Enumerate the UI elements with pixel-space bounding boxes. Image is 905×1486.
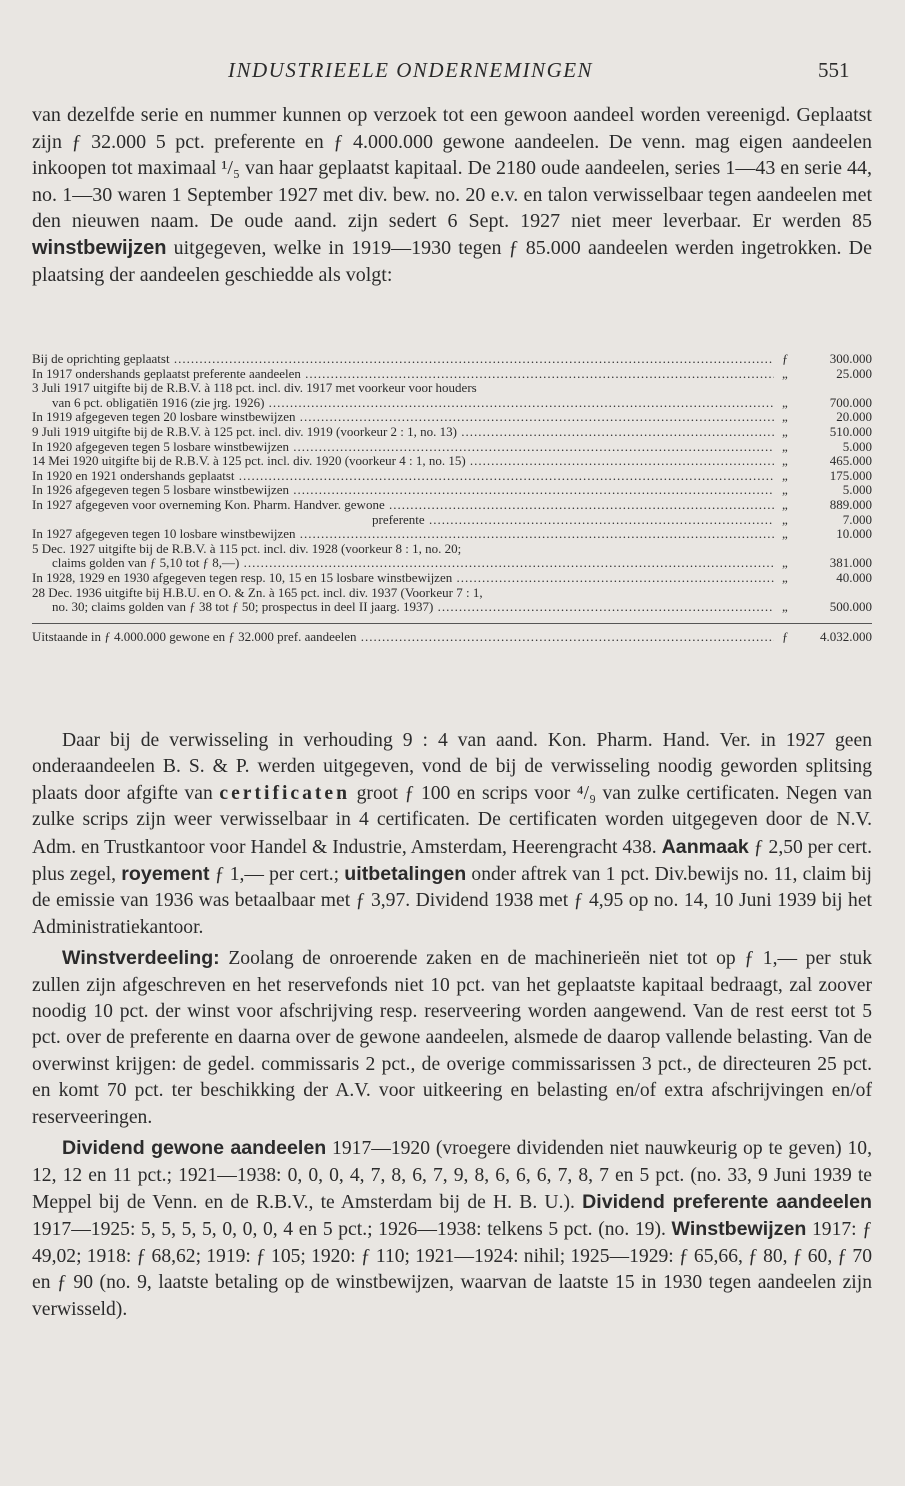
table-row [32, 367, 872, 382]
row-amount: 7.000 [842, 511, 872, 527]
row-currency: „ [782, 511, 788, 527]
row-amount: 20.000 [836, 409, 872, 425]
table-row [32, 410, 872, 425]
total-description: Uitstaande in ƒ 4.000.000 gewone en ƒ 32.000 pref. aandeelen ..... [32, 630, 774, 645]
row-description: 14 Mei 1920 uitgifte bij de R.B.V. à 125 pct. incl. div. 1920 (voorkeur 4 : 1, no. 15) ..... [32, 454, 774, 469]
table-row [32, 600, 872, 615]
bold-term: Dividend preferente aandeelen [582, 1190, 872, 1213]
bold-term: uitbetalingen [344, 863, 467, 886]
spaced-term: certificaten [219, 782, 351, 804]
table-row [32, 556, 872, 571]
table-row-text: 3 Juli 1917 uitgifte bij de R.B.V. à 118 pct. incl. div. 1917 met voorkeur voor houders [32, 380, 477, 396]
total-amount: 4.032.000 [820, 628, 872, 644]
row-amount: 510.000 [829, 423, 872, 439]
row-currency: „ [782, 438, 788, 454]
row-amount: 10.000 [836, 526, 872, 542]
row-description: 9 Juli 1919 uitgifte bij de R.B.V. à 125 pct. incl. div. 1919 (voorkeur 2 : 1, no. 13) ..... [32, 425, 774, 440]
table-row [32, 513, 872, 528]
total-currency: ƒ [782, 628, 789, 644]
table-row-text: 5 Dec. 1927 uitgifte bij de R.B.V. à 115 pct. incl. div. 1928 (voorkeur 8 : 1, no. 20; [32, 540, 462, 556]
total-divider [32, 623, 872, 624]
row-amount: 700.000 [829, 394, 872, 410]
paragraph-text: onder aftrek van 1 pct. Div.bewijs no. 11, claim bij de emissie van 1936 was betaalbaar met ƒ 3,97. Dividend 1938 met ƒ 4,95 op no. 14, 10 Juni 1939 bij het Administratiekantoor. [32, 864, 873, 938]
row-amount: 465.000 [829, 453, 872, 469]
paragraph-text: 1917: ƒ 49,02; 1918: ƒ 68,62; 1919: ƒ 105; 1920: ƒ 110; 1921—1924: nihil; 1925—1929: ƒ 65,66, ƒ 80, ƒ 60, ƒ 70 en ƒ 90 (no. 9, laatste betaling op de winstbewijzen, waarvan de laatste 15 in 1930 tegen aandeelen zijn verwisseld). [32, 1219, 873, 1320]
paragraph-text: 1917—1925: 5, 5, 5, 5, 0, 0, 0, 4 en 5 pct.; 1926—1938: telkens 5 pct. (no. 19). [32, 1219, 666, 1241]
bold-term: Winstbewijzen [671, 1218, 807, 1241]
row-currency: „ [782, 467, 788, 483]
table-row [32, 454, 872, 469]
table-row [32, 527, 872, 542]
paragraph-text: ƒ 1,— per cert.; [214, 864, 340, 886]
row-currency: „ [782, 496, 788, 512]
row-currency: „ [782, 555, 788, 571]
paragraph-text: ƒ 2,50 per cert. plus zegel, [32, 836, 872, 886]
intro-paragraph [32, 102, 872, 288]
paragraph-text: groot ƒ 100 en scrips voor ⁴/₉ van zulke certificaten. Negen van zulke scrips zijn weer verwisselbaar in 4 certificaten. De certificaten worden uitgegeven door de N.V. Adm. en Trustkantoor voor Handel & Industrie, Amsterdam, Heerengracht 438. [32, 782, 872, 858]
table-row [32, 469, 872, 484]
profit-distribution-paragraph [32, 945, 872, 1131]
row-amount: 25.000 [836, 365, 872, 381]
row-currency: „ [782, 394, 788, 410]
page-header [0, 58, 905, 88]
row-description: In 1927 afgegeven voor overneming Kon. Pharm. Handver. gewone ..... [32, 498, 774, 513]
bold-term: Aanmaak [661, 835, 749, 858]
table-row [32, 352, 872, 367]
running-title: INDUSTRIEELE ONDERNEMINGEN [228, 58, 594, 82]
total-row [32, 630, 872, 645]
row-currency: „ [782, 453, 788, 469]
row-amount: 300.000 [829, 351, 872, 366]
row-amount: 381.000 [829, 555, 872, 571]
row-amount: 500.000 [829, 599, 872, 615]
table-row [32, 425, 872, 440]
row-description: Bij de oprichting geplaatst ..... [32, 352, 774, 367]
row-amount: 5.000 [842, 438, 872, 454]
row-currency: „ [782, 569, 788, 585]
bold-term: Dividend gewone aandeelen [62, 1137, 327, 1160]
page-number: 551 [818, 58, 850, 82]
row-description: In 1926 afgegeven tegen 5 losbare winstbewijzen ..... [32, 483, 774, 498]
row-description: van 6 pct. obligatiën 1916 (zie jrg. 1926) ..... [32, 396, 774, 411]
row-currency: „ [782, 526, 788, 542]
row-amount: 175.000 [829, 467, 872, 483]
row-description: claims golden van ƒ 5,10 tot ƒ 8,—) ..... [32, 556, 774, 571]
certificates-paragraph [32, 728, 872, 941]
bold-term: Winstverdeeling: [62, 947, 220, 970]
table-row [32, 396, 872, 411]
intro-text-continued: uitgegeven, welke in 1919—1930 tegen ƒ 85.000 aandeelen werden ingetrokken. De plaatsing der aandeelen geschiedde als volgt: [32, 236, 872, 286]
body-text [32, 728, 872, 1327]
row-description: preferente ..... [32, 513, 774, 528]
table-row-text: 28 Dec. 1936 uitgifte bij H.B.U. en O. & Zn. à 165 pct. incl. div. 1937 (Voorkeur 7 : 1, [32, 584, 483, 600]
row-description: In 1920 afgegeven tegen 5 losbare winstbewijzen ..... [32, 440, 774, 455]
row-amount: 5.000 [842, 482, 872, 498]
table-row [32, 440, 872, 455]
row-currency: „ [782, 482, 788, 498]
bold-term: royement [121, 863, 210, 886]
row-description: In 1927 afgegeven tegen 10 losbare winstbewijzen ..... [32, 527, 774, 542]
paragraph-text: Zoolang de onroerende zaken en de machinerieën niet tot op ƒ 1,— per stuk zullen zijn afgeschreven en het reservefonds niet 10 pct. van het geplaatste kapitaal bedraagt, zal zoover noodig 10 pct. der winst voor afschrijving resp. reserveering worden aangewend. Van de rest eerst tot 5 pct. over de preferente en daarna over de gewone aandeelen, alsmede de daarop vallende belasting. Van de overwinst krijgen: de gedel. commissaris 2 pct., de overige commissarissen 3 pct., de directeuren 25 pct. en komt 70 pct. ter beschikking der A.V. voor uitkeering en belasting en/of extra afschrijvingen en/of reserveeringen. [32, 948, 872, 1128]
row-currency: „ [782, 423, 788, 439]
row-currency: „ [782, 365, 788, 381]
row-description: In 1920 en 1921 ondershands geplaatst ..... [32, 469, 774, 484]
row-description: no. 30; claims golden van ƒ 38 tot ƒ 50; prospectus in deel II jaarg. 1937) ..... [32, 600, 774, 615]
table-row [32, 498, 872, 513]
dividend-paragraph [32, 1135, 872, 1323]
placement-table [32, 352, 872, 644]
table-row [32, 571, 872, 586]
row-currency: „ [782, 599, 788, 615]
row-currency: „ [782, 409, 788, 425]
paragraph-text: Daar bij de verwisseling in verhouding 9 : 4 van aand. Kon. Pharm. Hand. Ver. in 1927 geen onderaandeelen B. S. & P. werden uitgegeven, vond de bij de verwisseling noodig geworden splitsing plaats door afgifte van [32, 730, 872, 804]
row-amount: 40.000 [836, 569, 872, 585]
row-description: In 1928, 1929 en 1930 afgegeven tegen resp. 10, 15 en 15 losbare winstbewijzen ..... [32, 571, 774, 586]
paragraph-text: 1917—1920 (vroegere dividenden niet nauwkeurig op te geven) 10, 12, 12 en 11 pct.; 1921—1938: 0, 0, 0, 4, 7, 8, 6, 7, 9, 8, 6, 6, 6, 7, 8, 7 en 5 pct. (no. 33, 9 Juni 1939 te Meppel bij de Venn. en de R.B.V., te Amsterdam bij de H. B. U.). [32, 1138, 873, 1213]
intro-text: van dezelfde serie en nummer kunnen op verzoek tot een gewoon aandeel worden vereenigd. Geplaatst zijn ƒ 32.000 5 pct. preferente en ƒ 4.000.000 gewone aandeelen. De venn. mag eigen aandeelen inkoopen tot maximaal ¹/₅ van haar geplaatst kapitaal. De 2180 oude aandeelen, series 1—43 en serie 44, no. 1—30 waren 1 September 1927 met div. bew. no. 20 e.v. en talon verwisselbaar tegen aandeelen met den nieuwen naam. De oude aand. zijn sedert 6 Sept. 1927 niet meer leverbaar. Er werden 85 [32, 104, 872, 233]
row-description: In 1917 ondershands geplaatst preferente aandeelen ..... [32, 367, 774, 382]
intro-bold-term: winstbewijzen [32, 236, 167, 259]
row-amount: 889.000 [829, 496, 872, 512]
table-row [32, 483, 872, 498]
row-description: In 1919 afgegeven tegen 20 losbare winstbewijzen ..... [32, 410, 774, 425]
row-currency: ƒ [782, 351, 789, 366]
